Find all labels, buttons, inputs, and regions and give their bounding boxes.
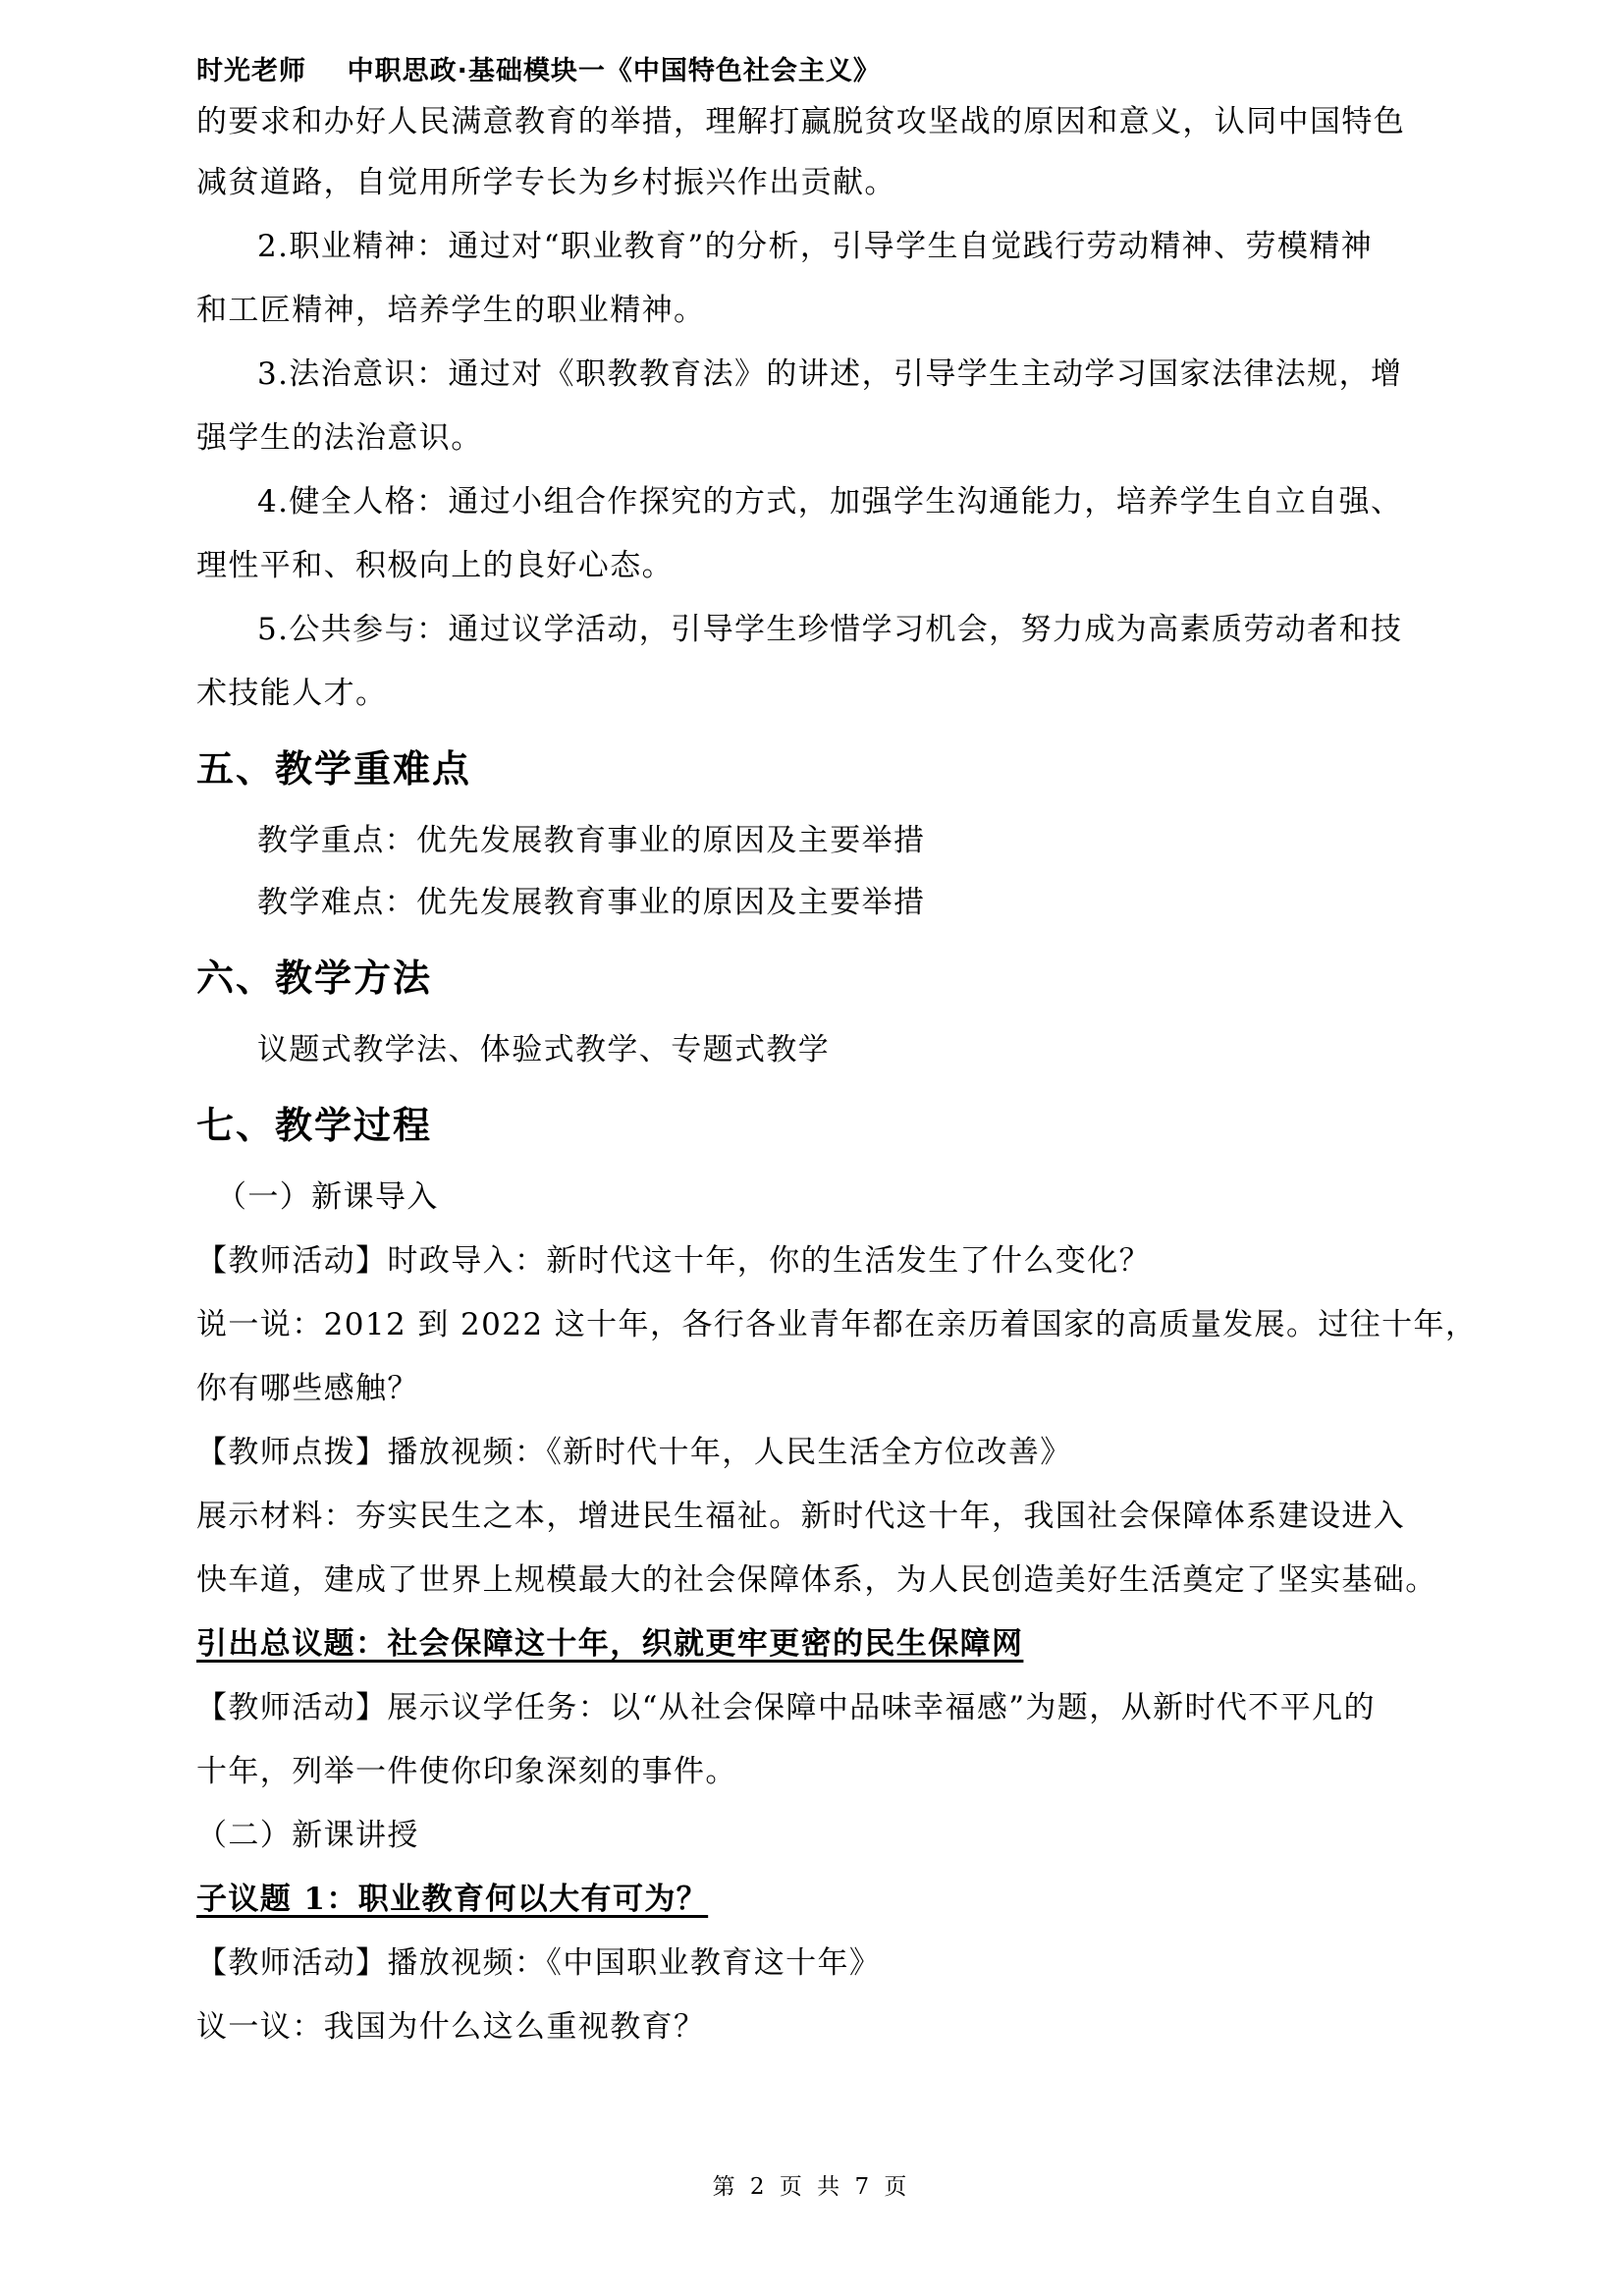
paragraph: 【教师活动】展示议学任务：以“从社会保障中品味幸福感”为题，从新时代不平凡的 bbox=[196, 1690, 1376, 1725]
goal-item-5: 5.公共参与：通过议学活动，引导学生珍惜学习机会，努力成为高素质劳动者和技 bbox=[257, 612, 1403, 647]
goal-text-line: 减贫道路，自觉用所学专长为乡村振兴作出贡献。 bbox=[196, 165, 896, 200]
goal-item-5-cont: 术技能人才。 bbox=[196, 676, 388, 711]
paragraph: 【教师点拨】播放视频：《新时代十年，人民生活全方位改善》 bbox=[196, 1435, 1072, 1470]
header-course: 中职思政·基础模块一《中国特色社会主义》 bbox=[347, 56, 881, 86]
section-heading-7: 七、教学过程 bbox=[196, 1104, 433, 1147]
header-teacher: 时光老师 bbox=[196, 56, 306, 86]
paragraph: 【教师活动】时政导入：新时代这十年，你的生活发生了什么变化？ bbox=[196, 1243, 1151, 1279]
section-heading-6: 六、教学方法 bbox=[196, 957, 433, 1000]
main-topic: 引出总议题：社会保障这十年，织就更牢更密的民生保障网 bbox=[196, 1626, 1024, 1662]
paragraph: 展示材料：夯实民生之本，增进民生福祉。新时代这十年，我国社会保障体系建设进入 bbox=[196, 1499, 1406, 1534]
goal-item-4-cont: 理性平和、积极向上的良好心态。 bbox=[196, 548, 674, 583]
paragraph: 快车道，建成了世界上规模最大的社会保障体系，为人民创造美好生活奠定了坚实基础。 bbox=[196, 1562, 1437, 1598]
subtopic-1: 子议题 1：职业教育何以大有可为？ bbox=[196, 1882, 709, 1917]
paragraph: 十年，列举一件使你印象深刻的事件。 bbox=[196, 1754, 737, 1789]
page-number: 第 2 页 共 7 页 bbox=[712, 2174, 911, 2200]
paragraph: 议一议：我国为什么这么重视教育？ bbox=[196, 2009, 706, 2045]
teaching-methods: 议题式教学法、体验式教学、专题式教学 bbox=[257, 1032, 831, 1067]
goal-item-2-cont: 和工匠精神，培养学生的职业精神。 bbox=[196, 293, 706, 328]
goal-item-2: 2.职业精神：通过对“职业教育”的分析，引导学生自觉践行劳动精神、劳模精神 bbox=[257, 229, 1374, 264]
goal-item-4: 4.健全人格：通过小组合作探究的方式，加强学生沟通能力，培养学生自立自强、 bbox=[257, 484, 1403, 519]
section-heading-5: 五、教学重难点 bbox=[196, 747, 472, 791]
paragraph: 【教师活动】播放视频：《中国职业教育这十年》 bbox=[196, 1945, 882, 1981]
goal-item-3: 3.法治意识：通过对《职教教育法》的讲述，引导学生主动学习国家法律法规，增 bbox=[257, 356, 1403, 392]
page-header bbox=[196, 49, 881, 87]
subsection-heading-1: （一）新课导入 bbox=[216, 1179, 439, 1215]
key-point: 教学重点：优先发展教育事业的原因及主要举措 bbox=[257, 823, 926, 858]
goal-item-3-cont: 强学生的法治意识。 bbox=[196, 420, 483, 456]
paragraph: 说一说：2012 到 2022 这十年，各行各业青年都在亲历着国家的高质量发展。过往十年， bbox=[196, 1307, 1478, 1342]
goal-text-line: 的要求和办好人民满意教育的举措，理解打赢脱贫攻坚战的原因和意义，认同中国特色 bbox=[196, 104, 1406, 139]
paragraph: 你有哪些感触？ bbox=[196, 1371, 419, 1406]
difficult-point: 教学难点：优先发展教育事业的原因及主要举措 bbox=[257, 885, 926, 920]
subsection-heading-2: （二）新课讲授 bbox=[196, 1818, 419, 1853]
